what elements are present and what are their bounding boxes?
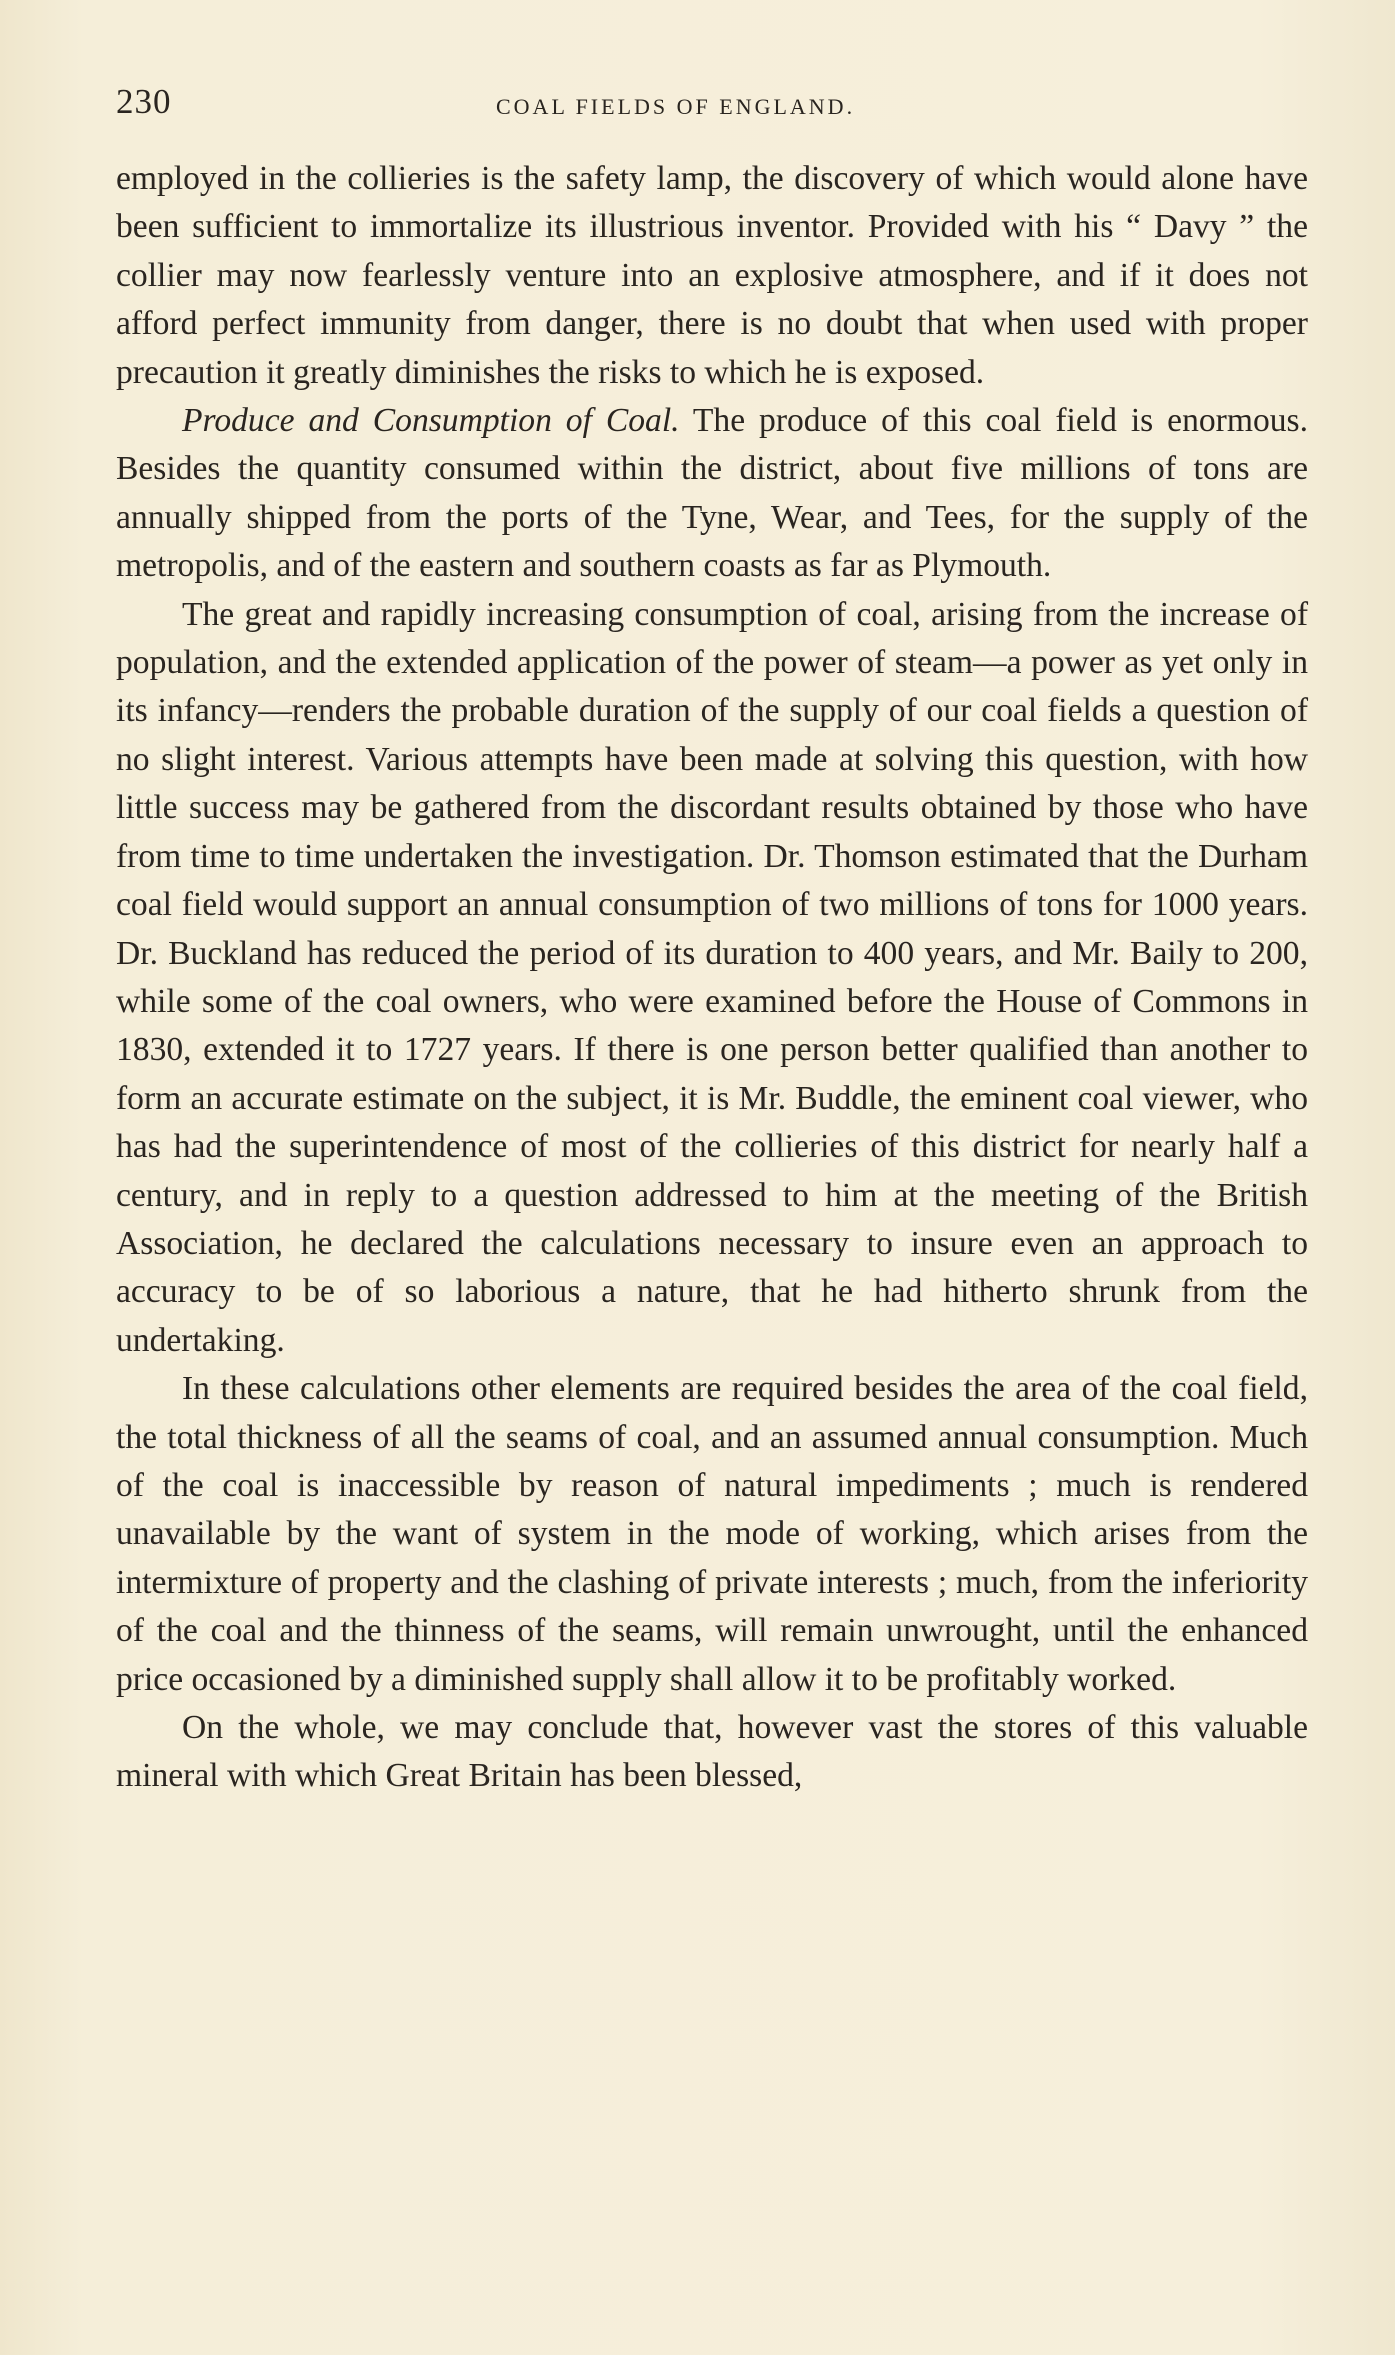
section-heading: Produce and Consumption of Coal.	[182, 402, 680, 440]
paragraph-text: In these calculations other elements are required besides the area of the coal field, the total thickness of all the seams of coal, and an assumed annual consumption. Much of the coal is inaccessible by reason of natural impediments ; much is rendered unavailable by the want of system in the mode of working, which arises from the intermixture of property and the clashing of private interests ; much, from the inferiority of the coal and the thinness of the seams, will remain unwrought, until the enhanced price occasioned by a diminished supply shall allow it to be profitably worked.	[116, 1370, 1308, 1698]
running-title: COAL FIELDS OF ENGLAND.	[496, 94, 856, 119]
paragraph-text: The great and rapidly increasing consumption of coal, arising from the increase of population, and the extended application of the power of steam—a power as yet only in its infancy—renders the probable duration of the supply of our coal fields a question of no slight interest. Various attempts have been made at solving this question, with how little success may be gathered from the discordant results obtained by those who have from time to time undertaken the investigation. Dr. Thomson estimated that the Durham coal field would support an annual consumption of two millions of tons for 1000 years. Dr. Buckland has reduced the period of its duration to 400 years, and Mr. Baily to 200, while some of the coal owners, who were examined before the House of Commons in 1830, extended it to 1727 years. If there is one person better qualified than another to form an accurate estimate on the subject, it is Mr. Buddle, the eminent coal viewer, who has had the superintendence of most of the collieries of this district for nearly half a century, and in reply to a question addressed to him at the meeting of the British Association, he declared the calculations necessary to insure even an approach to accuracy to be of so laborious a nature, that he had hitherto shrunk from the undertaking.	[116, 595, 1308, 1359]
running-head	[116, 82, 1316, 132]
paragraph-text: On the whole, we may conclude that, however vast the stores of this valuable mineral with which Great Britain has been blessed,	[116, 1709, 1308, 1795]
page-number: 230	[116, 82, 172, 121]
paragraph-consumption-estimates	[116, 591, 1308, 1366]
paragraph-calculation-elements	[116, 1365, 1308, 1704]
paragraph-conclusion	[116, 1704, 1308, 1801]
paragraph-produce-consumption	[116, 397, 1308, 591]
paragraph-safety-lamp	[116, 155, 1308, 397]
paragraph-text: employed in the collieries is the safety lamp, the discovery of which would alone have been sufficient to immortalize its illustrious inventor. Provided with his “ Davy ” the collier may now fearlessly venture into an explosive atmosphere, and if it does not afford perfect immunity from danger, there is no doubt that when used with proper precaution it greatly diminishes the risks to which he is exposed.	[116, 160, 1308, 391]
paragraph-text: The produce of this coal field is enormous. Besides the quantity consumed within the district, about five millions of tons are annually shipped from the ports of the Tyne, Wear, and Tees, for the supply of the metropolis, and of the eastern and southern coasts as far as Plymouth.	[116, 402, 1308, 585]
body-text	[116, 155, 1308, 1801]
